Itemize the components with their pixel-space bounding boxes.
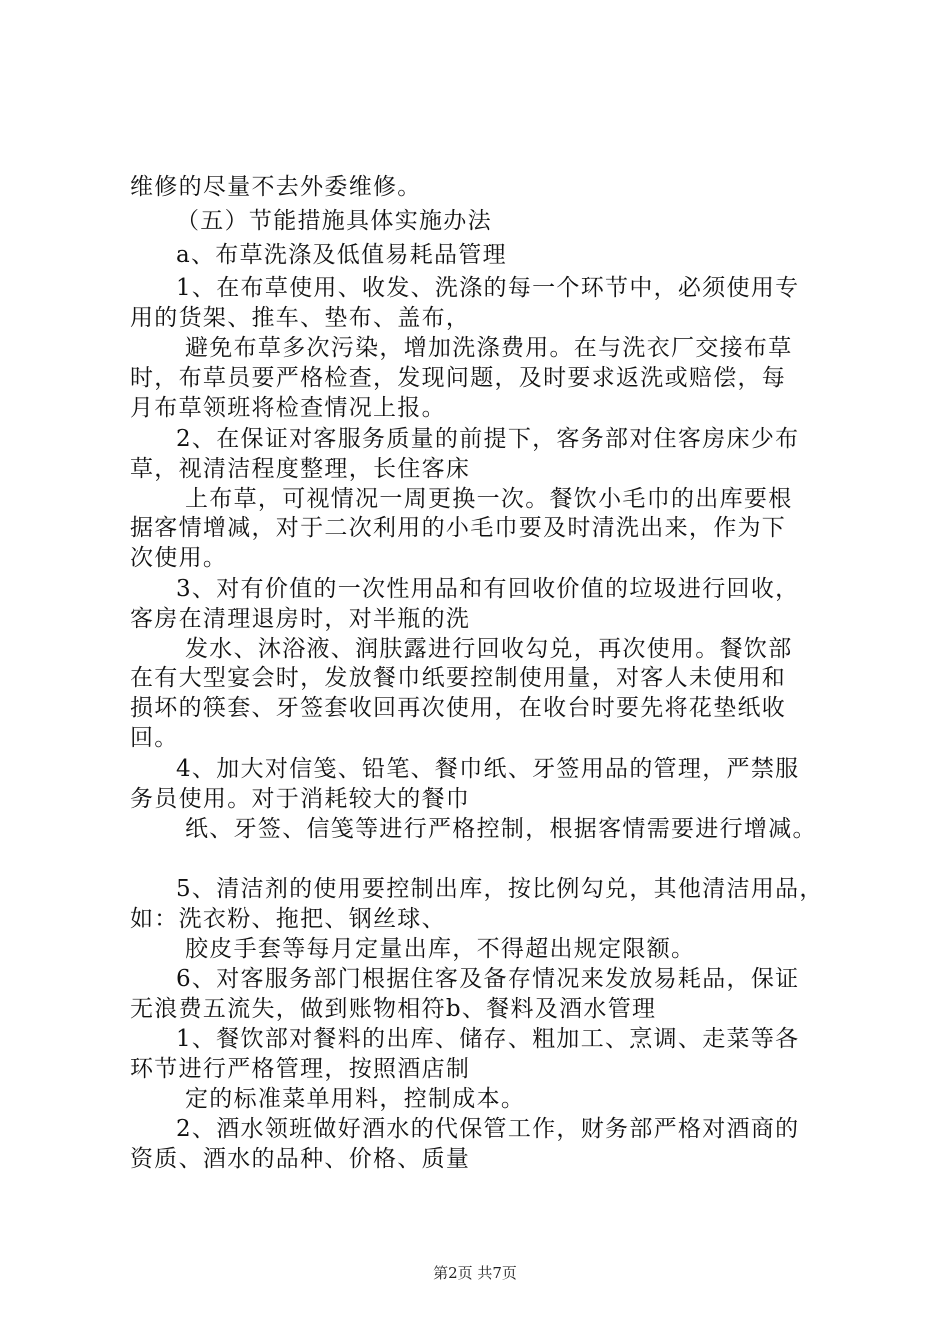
text-line: 损坏的筷套、牙签套收回再次使用，在收台时要先将花垫纸收: [130, 695, 787, 721]
text-line: 6、对客服务部门根据住客及备存情况来发放易耗品，保证: [176, 966, 800, 992]
text-line: 胶皮手套等每月定量出库，不得超出规定限额。: [185, 936, 696, 962]
text-line: 发水、沐浴液、润肤露进行回收勾兑，再次使用。餐饮部: [185, 636, 793, 662]
section-heading: （五）节能措施具体实施办法: [176, 208, 492, 234]
text-line: 1、在布草使用、收发、洗涤的每一个环节中，必须使用专: [176, 275, 800, 301]
text-line: 草，视清洁程度整理，长住客床: [130, 456, 471, 482]
text-line: 1、餐饮部对餐料的出库、储存、粗加工、烹调、走菜等各: [176, 1026, 800, 1052]
text-line: 据客情增减，对于二次利用的小毛巾要及时清洗出来，作为下: [130, 515, 787, 541]
text-line: 纸、牙签、信笺等进行严格控制，根据客情需要进行增减。: [185, 816, 817, 842]
text-line: 5、清洁剂的使用要控制出库，按比例勾兑，其他清洁用品，: [176, 876, 824, 902]
text-line: 资质、酒水的品种、价格、质量: [130, 1146, 471, 1172]
text-line: 3、对有价值的一次性用品和有回收价值的垃圾进行回收，: [176, 576, 800, 602]
text-line: 无浪费五流失，做到账物相符b、餐料及酒水管理: [130, 996, 657, 1022]
text-line: 如：洗衣粉、拖把、钢丝球、: [130, 906, 446, 932]
text-line: 客房在清理退房时，对半瓶的洗: [130, 606, 471, 632]
page-number: 第2页 共7页: [433, 1264, 517, 1282]
text-line: 次使用。: [130, 545, 228, 571]
subsection-heading: a、布草洗涤及低值易耗品管理: [176, 242, 507, 268]
text-line: 2、在保证对客服务质量的前提下，客务部对住客房床少布: [176, 426, 800, 452]
text-line: 4、加大对信笺、铅笔、餐巾纸、牙签用品的管理，严禁服: [176, 756, 800, 782]
text-line: 在有大型宴会时，发放餐巾纸要控制使用量，对客人未使用和: [130, 665, 787, 691]
text-line: 回。: [130, 725, 179, 751]
text-line: 务员使用。对于消耗较大的餐巾: [130, 786, 471, 812]
text-line: 定的标准菜单用料，控制成本。: [185, 1086, 526, 1112]
text-line: 上布草，可视情况一周更换一次。餐饮小毛巾的出库要根: [185, 486, 793, 512]
text-line: 2、酒水领班做好酒水的代保管工作，财务部严格对酒商的: [176, 1116, 800, 1142]
text-line: 避免布草多次污染，增加洗涤费用。在与洗衣厂交接布草: [185, 335, 793, 361]
text-line: 维修的尽量不去外委维修。: [130, 174, 422, 200]
text-line: 时，布草员要严格检查，发现问题，及时要求返洗或赔偿，每: [130, 365, 787, 391]
text-line: 环节进行严格管理，按照酒店制: [130, 1056, 471, 1082]
text-line: 用的货架、推车、垫布、盖布，: [130, 305, 471, 331]
text-line: 月布草领班将检查情况上报。: [130, 395, 446, 421]
